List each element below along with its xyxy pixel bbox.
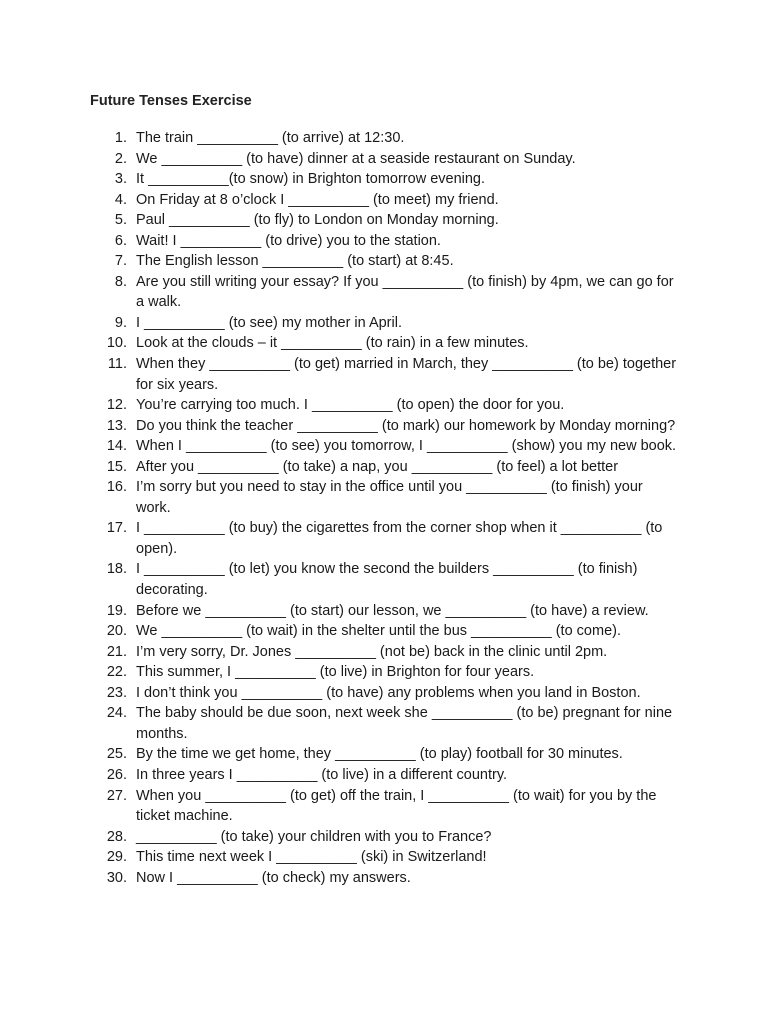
item-text: On Friday at 8 o’clock I __________ (to meet) my friend. xyxy=(136,191,499,208)
exercise-item xyxy=(0,868,768,889)
item-number: 8. xyxy=(114,273,127,290)
item-number: 22. xyxy=(106,664,127,681)
item-text: You’re carrying too much. I __________ (to open) the door for you. xyxy=(136,397,565,414)
item-number: 18. xyxy=(106,561,127,578)
item-text: The English lesson __________ (to start) at 8:45. xyxy=(136,253,454,270)
item-text: It __________(to snow) in Brighton tomorrow evening. xyxy=(136,171,486,188)
item-text: Paul __________ (to fly) to London on Monday morning. xyxy=(136,212,499,229)
item-text: By the time we get home, they __________ (to play) football for 30 minutes. xyxy=(136,746,623,763)
exercise-item xyxy=(0,149,768,170)
item-text: We __________ (to wait) in the shelter until the bus __________ (to come). xyxy=(136,623,621,640)
item-text: __________ (to take) your children with you to France? xyxy=(136,828,492,845)
item-text: I’m sorry but you need to stay in the office until you __________ (to finish) your work. xyxy=(136,479,643,516)
item-number: 4. xyxy=(114,191,127,208)
item-text: I __________ (to let) you know the second the builders __________ (to finish) decorating. xyxy=(136,561,638,599)
exercise-item xyxy=(0,395,768,416)
exercise-item xyxy=(0,662,768,683)
exercise-item xyxy=(0,333,768,354)
exercise-item xyxy=(0,313,768,334)
item-text: When I __________ (to see) you tomorrow, I __________ (show) you my new book. xyxy=(136,438,677,455)
item-number: 3. xyxy=(114,171,127,188)
item-number: 25. xyxy=(106,746,127,763)
item-text: Are you still writing your essay? If you __________ (to finish) by 4pm, we can go for a walk. xyxy=(136,273,674,311)
item-text: Look at the clouds – it __________ (to rain) in a few minutes. xyxy=(136,335,529,352)
exercise-item xyxy=(0,683,768,704)
page-title: Future Tenses Exercise xyxy=(90,93,252,109)
item-number: 27. xyxy=(106,787,127,804)
exercise-list xyxy=(0,128,768,888)
item-number: 15. xyxy=(106,458,127,475)
item-number: 9. xyxy=(114,314,127,331)
exercise-item xyxy=(0,642,768,663)
item-number: 29. xyxy=(106,849,127,866)
item-number: 23. xyxy=(106,684,127,701)
exercise-item xyxy=(0,169,768,190)
item-number: 6. xyxy=(114,232,127,249)
item-text: When you __________ (to get) off the train, I __________ (to wait) for you by the ticket machine. xyxy=(136,787,657,825)
item-text: After you __________ (to take) a nap, you __________ (to feel) a lot better xyxy=(136,458,619,475)
item-text: When they __________ (to get) married in March, they __________ (to be) together for six years. xyxy=(136,356,677,393)
item-number: 20. xyxy=(106,623,127,640)
item-number: 30. xyxy=(106,869,127,886)
item-number: 19. xyxy=(106,602,127,619)
exercise-item xyxy=(0,354,768,395)
exercise-item xyxy=(0,128,768,149)
exercise-item xyxy=(0,477,768,518)
exercise-item xyxy=(0,703,768,744)
item-number: 26. xyxy=(106,766,127,783)
exercise-item xyxy=(0,190,768,211)
exercise-item xyxy=(0,765,768,786)
item-text: I __________ (to buy) the cigarettes from the corner shop when it __________ (to open). xyxy=(136,520,663,557)
item-number: 14. xyxy=(106,438,127,455)
exercise-item xyxy=(0,436,768,457)
item-text: This summer, I __________ (to live) in Brighton for four years. xyxy=(136,664,535,681)
exercise-item xyxy=(0,416,768,437)
exercise-item xyxy=(0,621,768,642)
item-text: Before we __________ (to start) our lesson, we __________ (to have) a review. xyxy=(136,602,649,619)
item-text: I don’t think you __________ (to have) any problems when you land in Boston. xyxy=(136,684,641,701)
item-number: 16. xyxy=(106,479,127,496)
exercise-item xyxy=(0,518,768,559)
item-text: Do you think the teacher __________ (to mark) our homework by Monday morning? xyxy=(136,417,676,434)
exercise-item xyxy=(0,786,768,827)
exercise-item xyxy=(0,601,768,622)
item-number: 13. xyxy=(106,417,127,434)
exercise-item xyxy=(0,210,768,231)
item-number: 12. xyxy=(106,397,127,414)
item-number: 1. xyxy=(114,130,127,146)
item-number: 28. xyxy=(106,828,127,845)
item-text: In three years I __________ (to live) in a different country. xyxy=(136,766,508,783)
exercise-item xyxy=(0,251,768,272)
item-number: 10. xyxy=(106,335,127,352)
item-text: Now I __________ (to check) my answers. xyxy=(136,869,411,886)
item-number: 17. xyxy=(106,520,127,537)
exercise-item xyxy=(0,231,768,252)
exercise-item xyxy=(0,847,768,868)
item-number: 7. xyxy=(114,253,127,270)
item-number: 5. xyxy=(114,212,127,229)
item-number: 24. xyxy=(106,705,127,722)
item-text: Wait! I __________ (to drive) you to the station. xyxy=(136,232,441,249)
exercise-item xyxy=(0,744,768,765)
exercise-item xyxy=(0,457,768,478)
item-number: 11. xyxy=(107,356,127,373)
item-number: 2. xyxy=(114,150,127,167)
exercise-item xyxy=(0,827,768,848)
item-text: This time next week I __________ (ski) in Switzerland! xyxy=(136,849,487,866)
item-text: We __________ (to have) dinner at a seaside restaurant on Sunday. xyxy=(136,150,576,167)
exercise-item xyxy=(0,272,768,313)
exercise-item xyxy=(0,559,768,600)
item-text: I __________ (to see) my mother in April. xyxy=(136,314,402,331)
item-text: The baby should be due soon, next week she __________ (to be) pregnant for nine months. xyxy=(136,705,673,742)
item-text: I’m very sorry, Dr. Jones __________ (not be) back in the clinic until 2pm. xyxy=(136,643,608,660)
item-text: The train __________ (to arrive) at 12:30. xyxy=(136,130,405,146)
item-number: 21. xyxy=(106,643,127,660)
